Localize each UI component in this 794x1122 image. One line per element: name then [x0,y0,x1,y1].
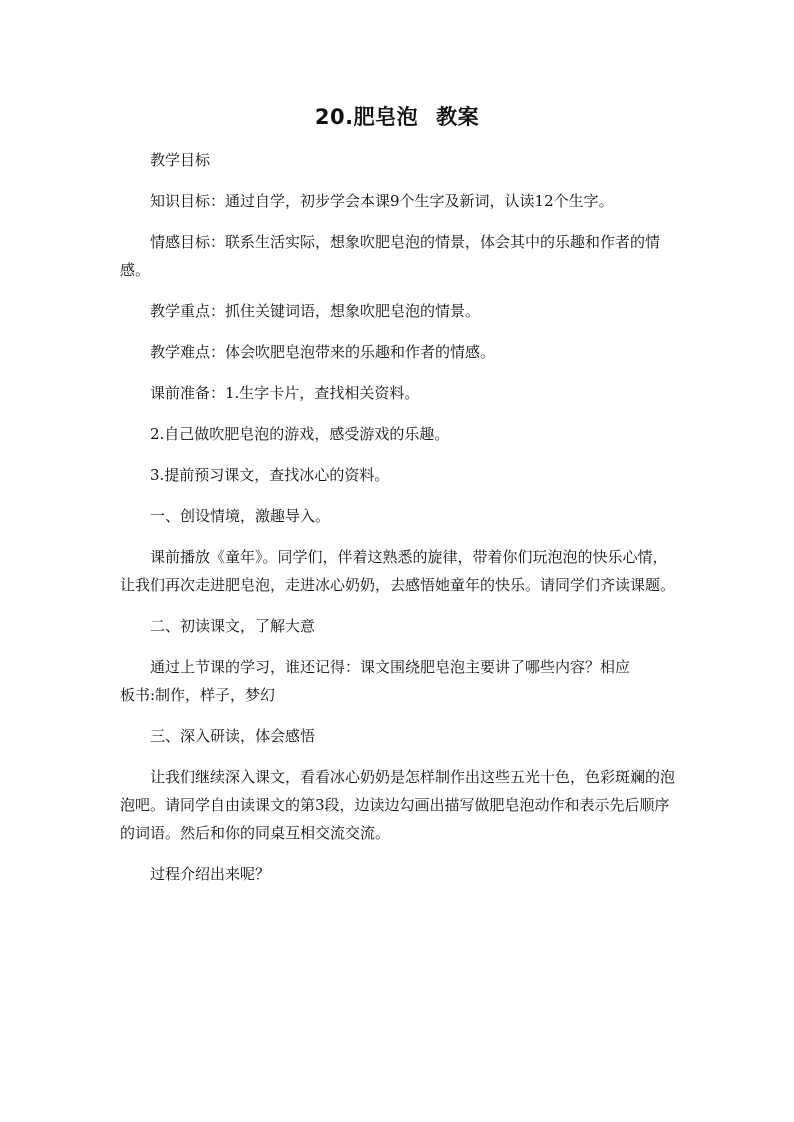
paragraph-difficulty: 教学难点：体会吹肥皂泡带来的乐趣和作者的情感。 [150,343,496,361]
paragraph-preparation-2: 2.自己做吹肥皂泡的游戏，感受游戏的乐趣。 [150,425,450,443]
paragraph-key-point: 教学重点：抓住关键词语，想象吹肥皂泡的情景。 [150,302,481,320]
section-heading-2: 二、初读课文，了解大意 [150,617,316,635]
document-body [120,146,680,901]
title-main: 20.肥皂泡 [314,105,419,129]
paragraph-knowledge-goal: 知识目标：通过自学，初步学会本课9个生字及新词，认读12个生字。 [150,192,614,210]
paragraph-review: 通过上节课的学习，谁还记得：课文围绕肥皂泡主要讲了哪些内容？相应 [150,658,631,676]
paragraph-process: 过程介绍出来呢？ [150,865,271,883]
section-heading-1: 一、创设情境，激趣导入。 [150,507,331,525]
paragraph-intro: 课前播放《童年》。同学们，伴着这熟悉的旋律，带着你们玩泡泡的快乐心情，让我们再次走进肥皂泡，走进冰心奶奶，去感悟她童年的快乐。请同学们齐读课题。 [120,548,676,594]
title-sub: 教案 [436,105,480,129]
document-title [0,101,794,131]
section-heading-3: 三、深入研读，体会感悟 [150,727,316,745]
paragraph-teaching-goals: 教学目标 [150,151,211,169]
paragraph-deep-reading: 让我们继续深入课文，看看冰心奶奶是怎样制作出这些五光十色，色彩斑斓的泡泡吧。请同学自由读课文的第3段，边读边勾画出描写做肥皂泡动作和表示先后顺序的词语。然后和你的同桌互相交流交流。 [120,768,676,842]
paragraph-preparation-3: 3.提前预习课文，查找冰心的资料。 [150,466,390,484]
paragraph-preparation: 课前准备：1.生字卡片，查找相关资料。 [150,384,420,402]
paragraph-blackboard: 板书:制作，样子，梦幻 [120,686,276,704]
paragraph-emotion-goal: 情感目标：联系生活实际，想象吹肥皂泡的情景，体会其中的乐趣和作者的情感。 [120,233,661,279]
